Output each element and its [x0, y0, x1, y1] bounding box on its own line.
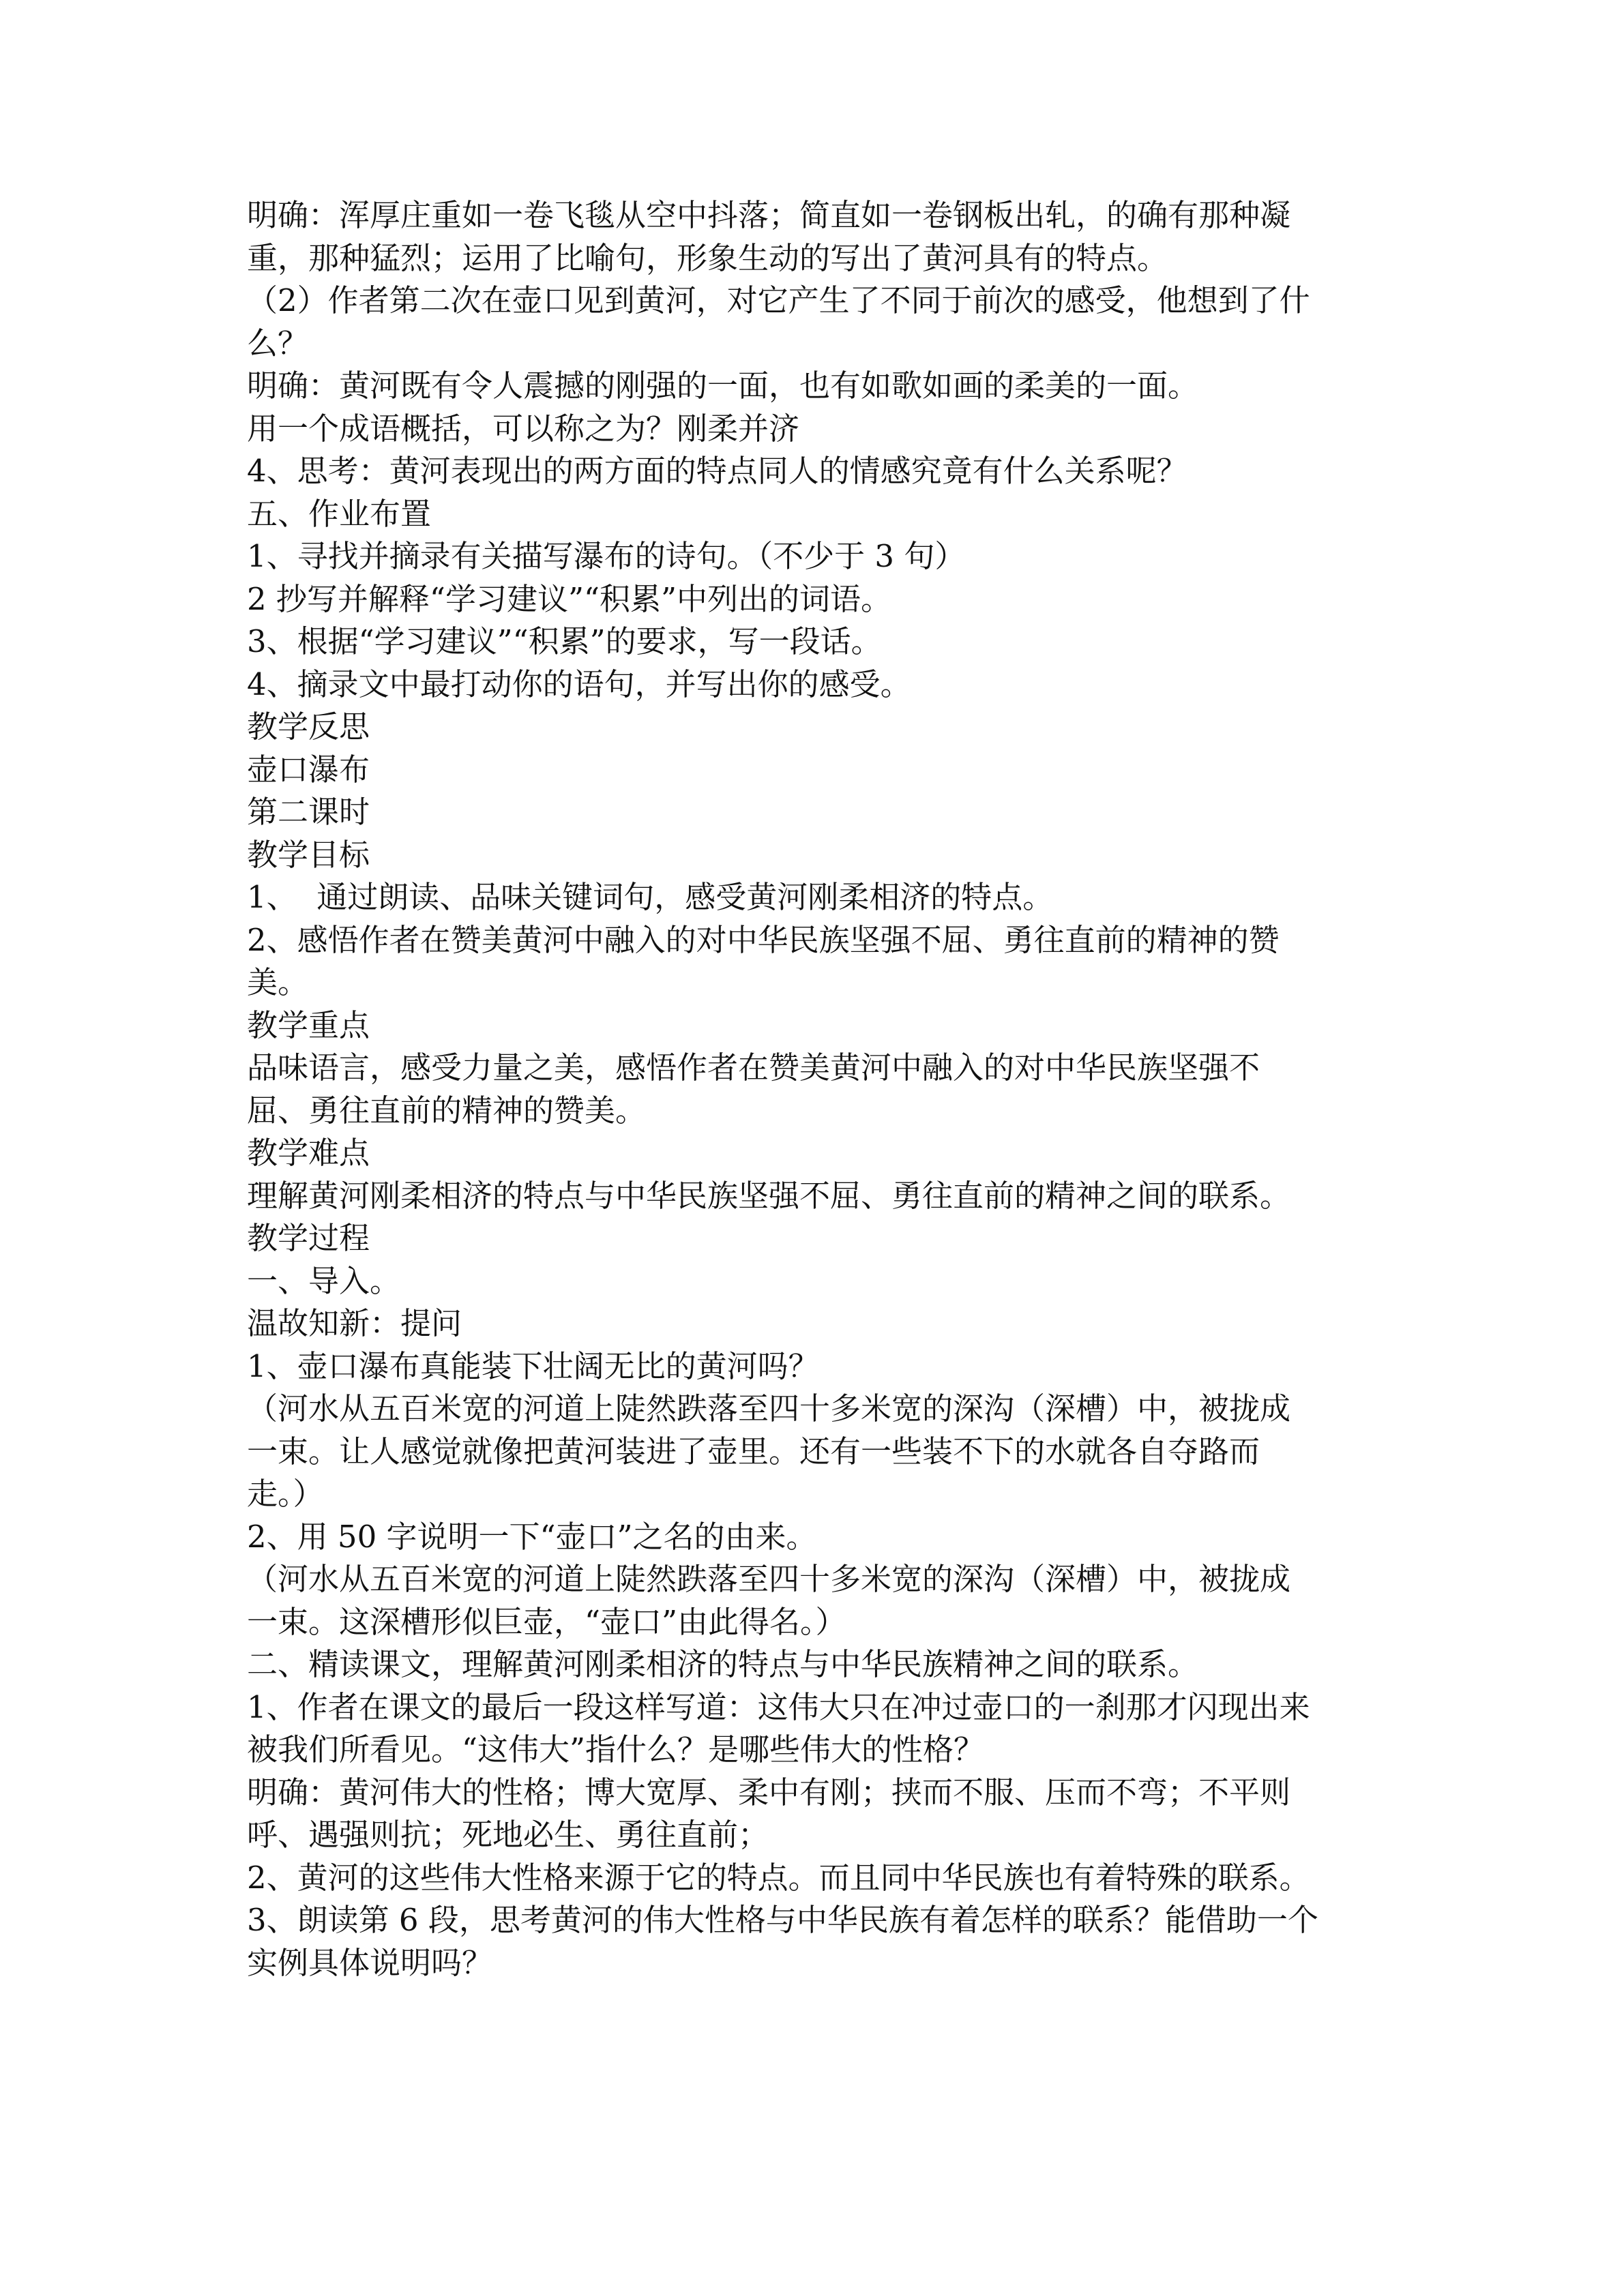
- text-line: 3、朗读第 6 段，思考黄河的伟大性格与中华民族有着怎样的联系？能借助一个: [247, 1902, 1318, 1938]
- text-line: （2）作者第二次在壶口见到黄河，对它产生了不同于前次的感受，他想到了什: [247, 282, 1310, 318]
- text-line: 被我们所看见。“这伟大”指什么？是哪些伟大的性格？: [247, 1731, 985, 1768]
- section-heading: 教学重点: [247, 1007, 370, 1043]
- text-line: 2、感悟作者在赞美黄河中融入的对中华民族坚强不屈、勇往直前的精神的赞: [247, 921, 1280, 958]
- lesson-period: 第二课时: [247, 794, 370, 830]
- text-line: 1、作者在课文的最后一段这样写道：这伟大只在冲过壶口的一刹那才闪现出来: [247, 1688, 1310, 1725]
- text-line: 理解黄河刚柔相济的特点与中华民族坚强不屈、勇往直前的精神之间的联系。: [247, 1177, 1291, 1214]
- text-line: 2、用 50 字说明一下“壶口”之名的由来。: [247, 1518, 817, 1555]
- text-line: 温故知新：提问: [247, 1305, 462, 1341]
- text-line: 4、摘录文中最打动你的语句，并写出你的感受。: [247, 666, 911, 702]
- text-line: 2 抄写并解释“学习建议”“积累”中列出的词语。: [247, 580, 891, 617]
- text-line: 明确：浑厚庄重如一卷飞毯从空中抖落；简直如一卷钢板出轧，的确有那种凝: [247, 197, 1291, 233]
- text-line: 用一个成语概括，可以称之为？刚柔并济: [247, 410, 800, 447]
- section-heading: 教学反思: [247, 709, 370, 745]
- section-heading: 教学难点: [247, 1135, 370, 1171]
- text-line: 一、导入。: [247, 1262, 401, 1299]
- text-line: 实例具体说明吗？: [247, 1944, 493, 1981]
- text-line: 走。）: [247, 1476, 324, 1512]
- text-line: 呼、遇强则抗；死地必生、勇往直前；: [247, 1817, 769, 1853]
- text-line: （河水从五百米宽的河道上陡然跌落至四十多米宽的深沟（深槽）中，被拢成: [247, 1390, 1291, 1427]
- text-line: 明确：黄河既有令人震撼的刚强的一面，也有如歌如画的柔美的一面。: [247, 368, 1199, 404]
- text-line: 1、壶口瀑布真能装下壮阔无比的黄河吗？: [247, 1347, 819, 1384]
- text-line: 一束。让人感觉就像把黄河装进了壶里。还有一些装不下的水就各自夺路而: [247, 1433, 1260, 1470]
- text-line: 3、根据“学习建议”“积累”的要求，写一段话。: [247, 623, 882, 659]
- text-line: 重，那种猛烈；运用了比喻句，形象生动的写出了黄河具有的特点。: [247, 239, 1168, 276]
- text-line: 明确：黄河伟大的性格；博大宽厚、柔中有刚；挟而不服、压而不弯；不平则: [247, 1774, 1291, 1810]
- text-line: 1、寻找并摘录有关描写瀑布的诗句。（不少于 3 句）: [247, 538, 966, 574]
- text-line: 1、 通过朗读、品味关键词句，感受黄河刚柔相济的特点。: [247, 879, 1054, 915]
- text-line: 么？: [247, 325, 309, 361]
- text-line: 4、思考：黄河表现出的两方面的特点同人的情感究竟有什么关系呢？: [247, 453, 1187, 489]
- document-body: [247, 194, 1393, 1984]
- text-line: 品味语言，感受力量之美，感悟作者在赞美黄河中融入的对中华民族坚强不: [247, 1049, 1260, 1086]
- section-heading: 教学目标: [247, 836, 370, 873]
- section-heading: 五、作业布置: [247, 495, 432, 532]
- text-line: 2、黄河的这些伟大性格来源于它的特点。而且同中华民族也有着特殊的联系。: [247, 1859, 1310, 1896]
- lesson-title: 壶口瀑布: [247, 751, 370, 788]
- text-line: 一束。这深槽形似巨壶，“壶口”由此得名。）: [247, 1603, 846, 1640]
- text-line: （河水从五百米宽的河道上陡然跌落至四十多米宽的深沟（深槽）中，被拢成: [247, 1561, 1291, 1597]
- section-heading: 教学过程: [247, 1220, 370, 1256]
- text-line: 美。: [247, 964, 309, 1000]
- text-line: 二、精读课文，理解黄河刚柔相济的特点与中华民族精神之间的联系。: [247, 1646, 1199, 1682]
- text-line: 屈、勇往直前的精神的赞美。: [247, 1092, 647, 1129]
